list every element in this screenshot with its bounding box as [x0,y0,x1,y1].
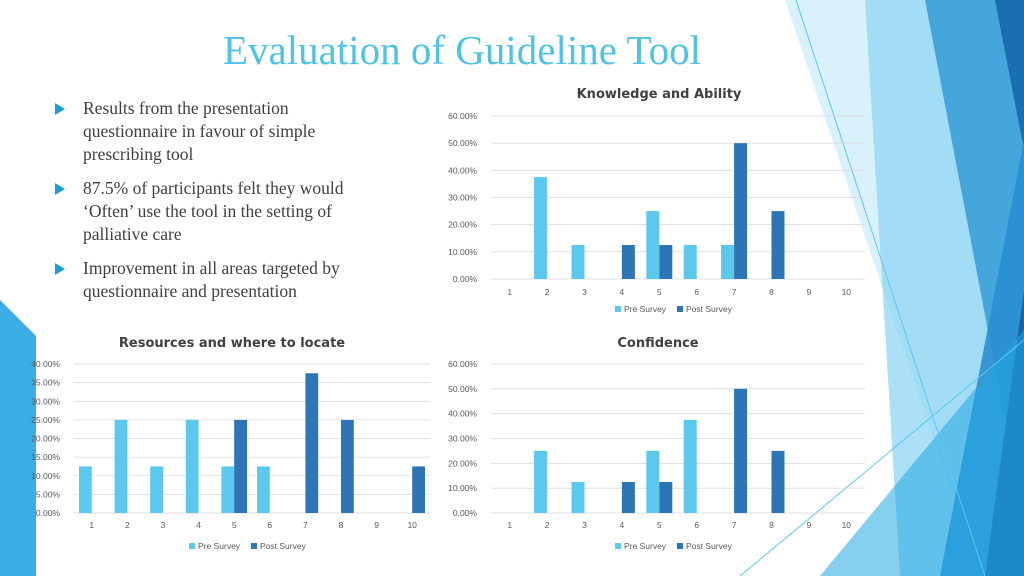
chart-title: Knowledge and Ability [576,87,742,102]
legend-label: Pre Survey [624,541,667,551]
legend-swatch [251,543,257,549]
x-tick-label: 9 [806,520,812,530]
legend-swatch [189,543,195,549]
bar-post-survey [659,245,672,279]
x-tick-label: 10 [841,520,852,530]
bullet-list [52,97,382,314]
y-tick-label: 50.00% [448,383,477,394]
x-tick-label: 4 [196,520,201,530]
x-tick-label: 1 [507,287,513,297]
bar-pre-survey [79,466,92,513]
x-tick-label: 5 [231,520,237,530]
y-tick-label: 35.00% [31,377,60,388]
legend-swatch [615,306,621,312]
x-tick-label: 6 [694,520,700,530]
y-tick-label: 20.00% [31,433,60,444]
legend-swatch [677,306,683,312]
y-tick-label: 40.00% [448,165,477,176]
x-tick-label: 2 [125,520,130,530]
bar-post-survey [622,245,635,279]
y-tick-label: 25.00% [31,414,60,425]
x-tick-label: 8 [769,287,774,297]
x-tick-label: 1 [89,520,95,530]
x-tick-label: 1 [507,520,513,530]
bullet-text: 87.5% of participants felt they would ‘Often’ use the tool in the setting of palliative care [83,178,344,244]
bar-pre-survey [684,420,697,513]
bar-post-survey [734,143,747,279]
x-tick-label: 7 [731,287,737,297]
y-tick-label: 60.00% [448,359,477,369]
x-tick-label: 5 [656,287,662,297]
y-tick-label: 0.00% [452,274,477,284]
bullet-item [52,257,382,303]
legend-label: Pre Survey [624,304,667,314]
x-tick-label: 2 [544,287,550,297]
x-tick-label: 8 [769,520,774,530]
legend-swatch [677,543,683,549]
y-tick-label: 30.00% [31,396,60,407]
y-tick-label: 0.00% [35,508,60,518]
bullet-text: Results from the presentation questionnaire in favour of simple prescribing tool [83,98,316,164]
x-tick-label: 9 [806,287,812,297]
bar-post-survey [234,420,247,513]
y-tick-label: 5.00% [35,489,60,500]
bullet-arrow-icon [55,263,65,275]
chart-title: Resources and where to locate [118,336,346,351]
y-tick-label: 20.00% [448,458,477,469]
slide-title: Evaluation of Guideline Tool [222,27,702,73]
x-tick-label: 6 [694,287,700,297]
y-tick-label: 10.00% [448,246,477,257]
x-tick-label: 3 [582,287,587,297]
x-tick-label: 7 [303,520,308,530]
bar-post-survey [341,420,354,513]
bullet-item [52,177,382,246]
y-tick-label: 15.00% [31,452,60,463]
bar-post-survey [772,451,785,513]
x-tick-label: 3 [582,520,587,530]
y-tick-label: 20.00% [448,219,477,230]
x-tick-label: 4 [619,520,625,530]
bar-pre-survey [646,451,659,513]
x-tick-label: 9 [374,520,379,530]
bar-pre-survey [150,466,163,513]
legend-label: Post Survey [686,541,732,551]
y-tick-label: 10.00% [448,483,477,494]
bar-pre-survey [534,451,547,513]
bullet-text: Improvement in all areas targeted by questionnaire and presentation [83,258,340,301]
y-tick-label: 10.00% [31,470,60,481]
bar-post-survey [772,211,785,279]
y-tick-label: 30.00% [448,433,477,444]
bar-pre-survey [572,245,585,279]
bar-pre-survey [257,466,270,513]
bar-pre-survey [221,466,234,513]
chart-confidence [415,330,875,560]
x-tick-label: 5 [656,520,662,530]
bullet-arrow-icon [55,103,65,115]
bar-pre-survey [684,245,697,279]
legend-label: Post Survey [260,541,306,551]
bar-post-survey [734,389,747,513]
x-tick-label: 10 [841,287,852,297]
chart-knowledge-and-ability [415,80,875,325]
x-tick-label: 2 [544,520,550,530]
bar-pre-survey [186,420,199,513]
bar-post-survey [622,482,635,513]
y-tick-label: 30.00% [448,192,477,203]
bar-post-survey [305,373,318,513]
x-tick-label: 4 [619,287,625,297]
legend-label: Pre Survey [198,541,241,551]
y-tick-label: 60.00% [448,111,477,121]
x-tick-label: 7 [731,520,737,530]
x-tick-label: 3 [160,520,166,530]
bar-pre-survey [115,420,128,513]
chart-title: Confidence [617,336,699,351]
bar-pre-survey [534,177,547,279]
chart-resources-and-where-to-locate [0,330,430,560]
y-tick-label: 40.00% [31,359,60,369]
y-tick-label: 50.00% [448,138,477,149]
bar-pre-survey [721,245,734,279]
bar-pre-survey [646,211,659,279]
x-tick-label: 10 [407,520,417,530]
x-tick-label: 8 [338,520,344,530]
bar-pre-survey [572,482,585,513]
y-tick-label: 40.00% [448,408,477,419]
y-tick-label: 0.00% [452,508,477,518]
bullet-item [52,97,382,166]
x-tick-label: 6 [267,520,273,530]
legend-label: Post Survey [686,304,732,314]
bar-post-survey [659,482,672,513]
bullet-arrow-icon [55,183,65,195]
legend-swatch [615,543,621,549]
